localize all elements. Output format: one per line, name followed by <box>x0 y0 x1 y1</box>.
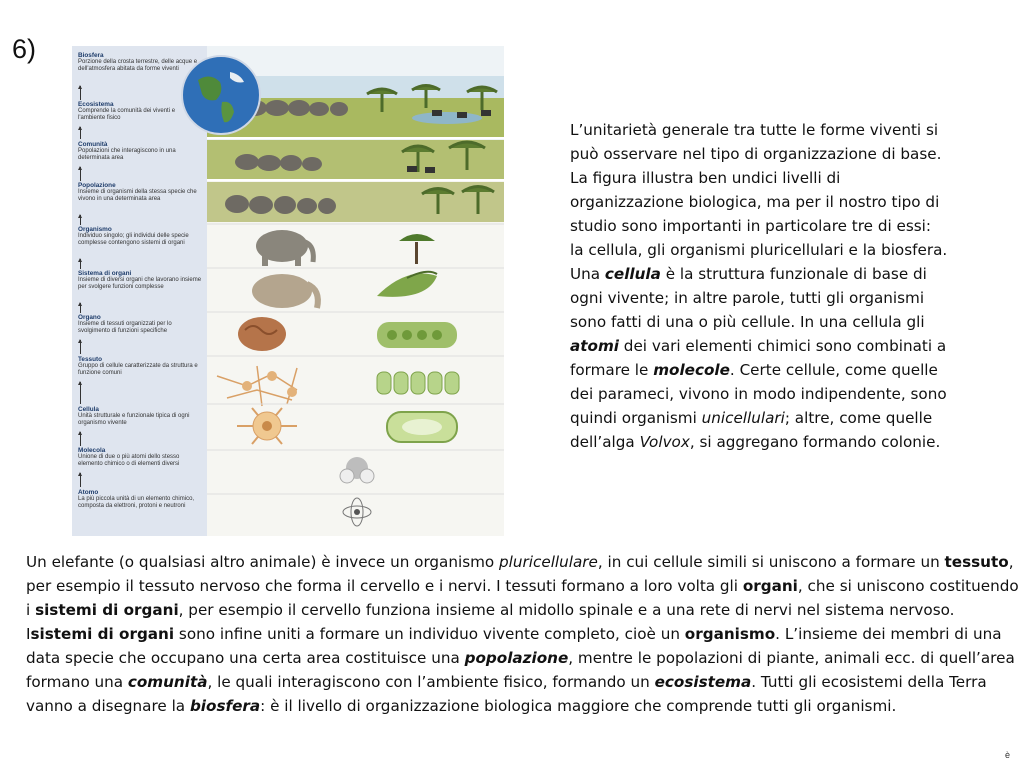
level-arrow <box>80 86 81 100</box>
level-arrow <box>80 259 81 269</box>
level-arrow <box>80 340 81 354</box>
level-arrow <box>80 473 81 487</box>
earth-globe-icon <box>180 54 262 136</box>
level-arrow <box>80 167 81 181</box>
level-label-atomo: Atomo La più piccola unità di un elemento chimico, composta da elettroni, protoni e neutroni <box>78 489 195 509</box>
level-label-comunita: Comunità Popolazioni che interagiscono in una determinata area <box>78 141 176 161</box>
level-label-organo: Organo Insieme di tessuti organizzati per lo svolgimento di funzioni specifiche <box>78 314 172 334</box>
community-illustration <box>207 140 504 180</box>
intro-paragraph: L’unitarietà generale tra tutte le forme viventi si può osservare nel tipo di organizzazione di base. La figura illustra ben undici livelli di organizzazione biologica, ma per il nostro tipo di studio sono importanti in particolare tre di essi: la cellula, gli organismi pluricellulari e la biosfera. Una cellula è la struttura funzionale di base di ogni vivente; in altre parole, tutti gli organismi sono fatti di una o più cellule. In una cellula gli atomi dei vari elementi chimici sono combinati a formare le molecole. Certe cellule, come quelle dei parameci, vivono in modo indipendente, sono quindi organismi unicellulari; altre, come quelle dell’alga Volvox, si aggregano formando colonie. <box>570 121 948 451</box>
level-label-molecola: Molecola Unione di due o più atomi dello stesso elemento chimico o di elementi diversi <box>78 447 180 467</box>
footer-mark: è <box>1005 750 1011 760</box>
population-illustration <box>207 182 504 222</box>
level-label-popolazione: Popolazione Insieme di organismi della stessa specie che vivono in una determinata area <box>78 182 197 202</box>
level-arrow <box>80 432 81 446</box>
level-label-tessuto: Tessuto Gruppo di cellule caratterizzate da struttura e funzione comuni <box>78 356 198 376</box>
level-label-sistema-di-organi: Sistema di organi Insieme di diversi organi che lavorano insieme per svolgere funzioni complesse <box>78 270 202 290</box>
level-arrow <box>80 382 81 404</box>
level-arrow <box>80 127 81 139</box>
level-label-ecosistema: Ecosistema Comprende la comunità dei viventi e l'ambiente fisico <box>78 101 176 121</box>
organization-levels-figure <box>72 46 504 536</box>
level-arrow <box>80 215 81 225</box>
level-arrow <box>80 303 81 313</box>
level-label-organismo: Organismo Individuo singolo; gli individui delle specie complesse contengono sistemi di organi <box>78 226 189 246</box>
level-label-cellula: Cellula Unità strutturale e funzionale tipica di ogni organismo vivente <box>78 406 190 426</box>
elephant-paragraph: Un elefante (o qualsiasi altro animale) è invece un organismo pluricellulare, in cui cellule simili si uniscono a formare un tessuto, per esempio il tessuto nervoso che forma il cervello e i nervi. I tessuti formano a loro volta gli organi, che si uniscono costituendo i sistemi di organi, per esempio il cervello funziona insieme al midollo spinale e a una rete di nervi nel sistema nervoso. Isistemi di organi sono infine uniti a formare un individuo vivente completo, cioè un organismo. L’insieme dei membri di una data specie che occupano una certa area costituisce una popolazione, mentre le popolazioni di piante, animali ecc. di quell’area formano una comunità, le quali interagiscono con l’ambiente fisico, formando un ecosistema. Tutti gli ecosistemi della Terra vanno a disegnare la biosfera: è il livello di organizzazione biologica maggiore che comprende tutti gli organismi. <box>26 553 1019 715</box>
level-label-biosfera: Biosfera Porzione della crosta terrestre, delle acque e dell'atmosfera abitata da forme viventi <box>78 52 198 72</box>
slide-number: 6) <box>12 34 37 64</box>
